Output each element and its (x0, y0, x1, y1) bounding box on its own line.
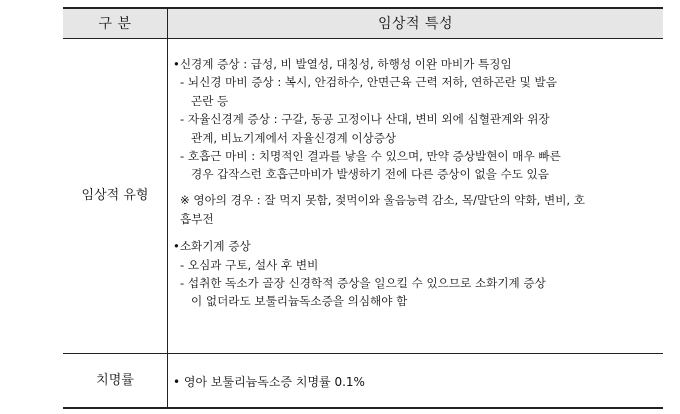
header-bottom-border (63, 38, 663, 39)
content-line: 흡부전 (180, 211, 214, 226)
content-line: 이 없더라도 보툴리늄독소증을 의심해야 함 (191, 294, 408, 309)
content-line: - 자율신경계 증상 : 구갈, 동공 고정이나 산대, 변비 외에 심혈관계와 위장 (180, 112, 550, 127)
content-line: 곤란 등 (191, 93, 229, 108)
column-divider (167, 9, 168, 407)
content-line: 경우 갑작스런 호흡근마비가 발생하기 전에 다른 증상이 없을 수도 있음 (191, 167, 549, 182)
content-line: - 오심과 구토, 설사 후 변비 (180, 257, 319, 272)
table-bottom-border (63, 407, 663, 409)
table-top-border (63, 7, 663, 9)
fatality-rate-value: • 영아 보툴리늄독소증 치명률 0.1% (173, 375, 365, 389)
content-line: •신경계 증상 : 급성, 비 발열성, 대칭성, 하행성 이완 마비가 특징임 (173, 57, 512, 71)
clinical-characteristics-table (63, 7, 663, 409)
content-line: - 섭취한 독소가 골장 신경학적 증상을 일으킬 수 있으므로 소화기계 증상 (180, 275, 546, 290)
content-line: - 뇌신경 마비 증상 : 복시, 안검하수, 안면근육 근력 저하, 연하곤란 및 발음 (180, 75, 557, 90)
row-label-clinical-type: 임상적 유형 (81, 188, 149, 203)
header-category: 구 분 (98, 16, 132, 32)
content-line: - 호흡근 마비 : 치명적인 결과를 낳을 수 있으며, 만약 증상발현이 매우 빠른 (180, 149, 561, 164)
content-line: •소화기계 증상 (173, 239, 251, 254)
row-divider (63, 353, 663, 354)
header-characteristics: 임상적 특성 (377, 16, 454, 32)
content-line: 관계, 비뇨기계에서 자율신경계 이상증상 (191, 130, 397, 145)
content-line: ※ 영아의 경우 : 잘 먹지 못함, 젖먹이와 울음능력 감소, 목/말단의 약화, 변비, 호 (180, 193, 585, 208)
clinical-type-content (173, 55, 657, 311)
row-label-fatality-rate: 치명률 (96, 373, 134, 388)
